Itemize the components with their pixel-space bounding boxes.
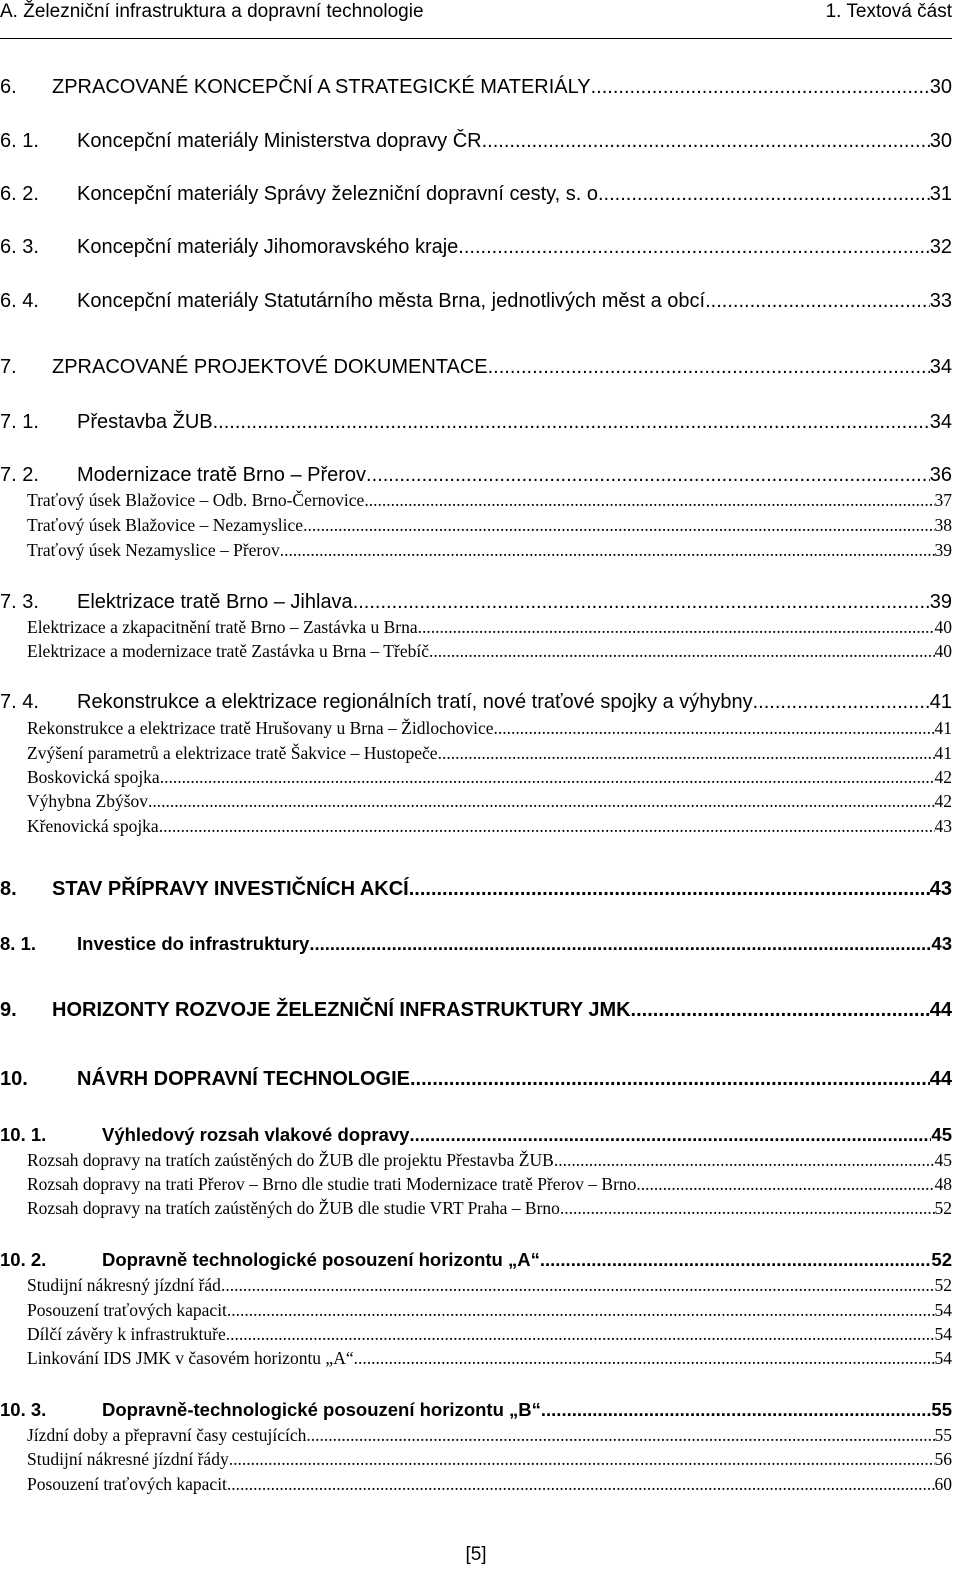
toc-page-number: 40 xyxy=(934,617,952,637)
toc-title: Elektrizace tratě Brno – Jihlava xyxy=(77,591,353,613)
header-document-title: A. Železniční infrastruktura a dopravní technologie xyxy=(0,1,424,22)
page-number-footer: [5] xyxy=(465,1544,487,1565)
toc-title: ZPRACOVANÉ PROJEKTOVÉ DOKUMENTACE xyxy=(52,356,488,378)
toc-page-number: 39 xyxy=(934,540,952,560)
toc-leader xyxy=(221,1275,935,1296)
toc-title: Posouzení traťových kapacit xyxy=(27,1474,227,1494)
toc-entry-section[interactable] xyxy=(0,933,952,955)
toc-entry-section[interactable] xyxy=(0,1399,952,1421)
toc-title: Jízdní doby a přepravní časy cestujících xyxy=(27,1425,307,1445)
toc-page-number: 44 xyxy=(929,1068,952,1090)
toc-entry-section[interactable] xyxy=(0,130,952,153)
toc-number: 6. 4. xyxy=(0,290,39,312)
toc-number: 6. 1. xyxy=(0,130,39,152)
toc-title: Dopravně technologické posouzení horizontu „A“ xyxy=(102,1249,540,1270)
toc-entry-subsection[interactable] xyxy=(0,767,952,788)
toc-number: 7. 2. xyxy=(0,464,39,486)
toc-leader xyxy=(410,1068,930,1091)
toc-page-number: 52 xyxy=(931,1249,952,1270)
toc-entry-chapter[interactable] xyxy=(0,999,952,1022)
toc-entry-subsection[interactable] xyxy=(0,515,952,536)
toc-title: Studijní nákresný jízdní řád xyxy=(27,1275,221,1295)
toc-title: STAV PŘÍPRAVY INVESTIČNÍCH AKCÍ xyxy=(52,878,409,900)
toc-title: Dopravně-technologické posouzení horizontu „B“ xyxy=(102,1399,541,1420)
toc-entry-subsection[interactable] xyxy=(0,743,952,764)
toc-number: 8. 1. xyxy=(0,933,36,954)
toc-title: Elektrizace a modernizace tratě Zastávka u Brna – Třebíč xyxy=(27,641,429,661)
toc-title: ZPRACOVANÉ KONCEPČNÍ A STRATEGICKÉ MATERIÁLY xyxy=(52,76,591,98)
toc-entry-subsection[interactable] xyxy=(0,1300,952,1321)
toc-number: 7. 3. xyxy=(0,591,39,613)
toc-title: Dílčí závěry k infrastruktuře xyxy=(27,1324,226,1344)
toc-page-number: 37 xyxy=(934,490,952,510)
toc-title: Posouzení traťových kapacit xyxy=(27,1300,227,1320)
toc-leader xyxy=(705,290,930,313)
toc-title: Investice do infrastruktury xyxy=(77,933,310,954)
toc-title: Boskovická spojka xyxy=(27,767,160,787)
toc-title: Rozsah dopravy na tratích zaústěných do ŽUB dle projektu Přestavba ŽUB xyxy=(27,1150,554,1170)
toc-title: Křenovická spojka xyxy=(27,816,159,836)
toc-page-number: 54 xyxy=(934,1324,952,1344)
toc-leader xyxy=(354,1348,935,1369)
toc-entry-subsection[interactable] xyxy=(0,1348,952,1369)
toc-page-number: 39 xyxy=(929,591,952,613)
toc-title: Studijní nákresné jízdní řády xyxy=(27,1449,229,1469)
toc-leader xyxy=(280,540,935,561)
toc-number: 7. 4. xyxy=(0,691,39,713)
toc-page-number: 33 xyxy=(929,290,952,312)
toc-leader xyxy=(148,791,934,812)
toc-leader xyxy=(541,1399,932,1421)
toc-entry-section[interactable] xyxy=(0,411,952,434)
toc-title: Traťový úsek Blažovice – Odb. Brno-Černovice xyxy=(27,490,365,510)
toc-entry-subsection[interactable] xyxy=(0,1324,952,1345)
toc-number: 9. xyxy=(0,999,17,1021)
toc-page-number: 30 xyxy=(929,76,952,98)
toc-page-number: 60 xyxy=(934,1474,952,1494)
toc-page-number: 40 xyxy=(934,641,952,661)
toc-title: Přestavba ŽUB xyxy=(77,411,213,433)
toc-entry-subsection[interactable] xyxy=(0,791,952,812)
toc-number: 6. 3. xyxy=(0,236,39,258)
toc-leader xyxy=(482,130,930,153)
toc-title: Výhledový rozsah vlakové dopravy xyxy=(102,1124,410,1145)
toc-page-number: 55 xyxy=(931,1399,952,1420)
toc-title: Elektrizace a zkapacitnění tratě Brno – Zastávka u Brna xyxy=(27,617,418,637)
toc-title: Koncepční materiály Správy železniční dopravní cesty, s. o. xyxy=(77,183,604,205)
toc-leader xyxy=(409,878,930,901)
toc-entry-section[interactable] xyxy=(0,1124,952,1146)
toc-leader xyxy=(159,816,935,837)
toc-page-number: 41 xyxy=(929,691,952,713)
toc-leader xyxy=(226,1324,935,1345)
toc-entry-subsection[interactable] xyxy=(0,540,952,561)
toc-entry-subsection[interactable] xyxy=(0,816,952,837)
toc-page-number: 55 xyxy=(934,1425,952,1445)
toc-entry-subsection[interactable] xyxy=(0,1474,952,1495)
toc-entry-section[interactable] xyxy=(0,691,952,714)
toc-entry-subsection[interactable] xyxy=(0,1425,952,1446)
toc-page-number: 45 xyxy=(934,1150,952,1170)
toc-title: HORIZONTY ROZVOJE ŽELEZNIČNÍ INFRASTRUKTURY JMK xyxy=(52,999,631,1021)
toc-entry-chapter[interactable] xyxy=(0,1068,952,1091)
toc-page-number: 44 xyxy=(929,999,952,1021)
toc-number: 6. 2. xyxy=(0,183,39,205)
toc-entry-section[interactable] xyxy=(0,236,952,259)
toc-leader xyxy=(429,641,935,662)
toc-leader xyxy=(560,1198,935,1219)
toc-page-number: 52 xyxy=(934,1198,952,1218)
toc-page-number: 32 xyxy=(929,236,952,258)
toc-number: 10. xyxy=(0,1068,28,1090)
toc-number: 10. 3. xyxy=(0,1399,47,1420)
toc-leader xyxy=(366,464,930,487)
toc-leader xyxy=(364,490,934,511)
toc-entry-chapter[interactable] xyxy=(0,76,952,99)
toc-leader xyxy=(591,76,930,99)
toc-leader xyxy=(229,1449,935,1470)
toc-title: Výhybna Zbýšov xyxy=(27,791,149,811)
toc-leader xyxy=(303,515,934,536)
toc-title: Koncepční materiály Ministerstva dopravy ČR xyxy=(77,130,482,152)
toc-entry-subsection[interactable] xyxy=(0,1275,952,1296)
toc-entry-section[interactable] xyxy=(0,1249,952,1271)
toc-leader xyxy=(409,1124,931,1146)
toc-page-number: 41 xyxy=(934,718,952,738)
toc-leader xyxy=(309,933,931,955)
toc-number: 8. xyxy=(0,878,17,900)
toc-entry-section[interactable] xyxy=(0,591,952,614)
toc-leader xyxy=(540,1249,932,1271)
toc-number: 7. xyxy=(0,356,17,378)
toc-page-number: 52 xyxy=(934,1275,952,1295)
toc-page-number: 42 xyxy=(934,791,952,811)
toc-entry-subsection[interactable] xyxy=(0,641,952,662)
toc-title: Rozsah dopravy na tratích zaústěných do ŽUB dle studie VRT Praha – Brno xyxy=(27,1198,560,1218)
toc-leader xyxy=(636,1174,934,1195)
toc-number: 10. 2. xyxy=(0,1249,47,1270)
toc-page-number: 54 xyxy=(934,1300,952,1320)
toc-entry-chapter[interactable] xyxy=(0,878,952,901)
toc-leader xyxy=(488,356,930,379)
toc-page-number: 38 xyxy=(934,515,952,535)
toc-page-number: 48 xyxy=(934,1174,952,1194)
toc-page-number: 34 xyxy=(929,411,952,433)
toc-page-number: 54 xyxy=(934,1348,952,1368)
toc-title: Zvýšení parametrů a elektrizace tratě Šakvice – Hustopeče xyxy=(27,743,438,763)
toc-leader xyxy=(554,1150,935,1171)
toc-title: NÁVRH DOPRAVNÍ TECHNOLOGIE xyxy=(77,1068,410,1090)
toc-page-number: 42 xyxy=(934,767,952,787)
toc-title: Rekonstrukce a elektrizace tratě Hrušovany u Brna – Židlochovice xyxy=(27,718,494,738)
toc-entry-subsection[interactable] xyxy=(0,1449,952,1470)
toc-title: Rozsah dopravy na trati Přerov – Brno dle studie trati Modernizace tratě Přerov – Brno xyxy=(27,1174,637,1194)
toc-page-number: 45 xyxy=(931,1124,952,1145)
toc-entry-subsection[interactable] xyxy=(0,1150,952,1171)
toc-number: 6. xyxy=(0,76,17,98)
toc-entry-subsection[interactable] xyxy=(0,718,952,739)
toc-leader xyxy=(458,236,929,259)
toc-leader xyxy=(353,591,930,614)
toc-leader xyxy=(753,691,930,714)
toc-page-number: 31 xyxy=(929,183,952,205)
toc-leader xyxy=(493,718,934,739)
toc-leader xyxy=(438,743,935,764)
toc-entry-subsection[interactable] xyxy=(0,1198,952,1219)
toc-number: 10. 1. xyxy=(0,1124,47,1145)
toc-page-number: 36 xyxy=(929,464,952,486)
page-header xyxy=(0,0,952,30)
toc-title: Traťový úsek Nezamyslice – Přerov xyxy=(27,540,280,560)
toc-leader xyxy=(631,999,930,1022)
toc-page-number: 34 xyxy=(929,356,952,378)
toc-title: Rekonstrukce a elektrizace regionálních tratí, nové traťové spojky a výhybny xyxy=(77,691,753,713)
toc-entry-section[interactable] xyxy=(0,464,952,487)
toc-title: Traťový úsek Blažovice – Nezamyslice xyxy=(27,515,304,535)
toc-page-number: 43 xyxy=(934,816,952,836)
toc-page-number: 43 xyxy=(931,933,952,954)
toc-title: Koncepční materiály Jihomoravského kraje xyxy=(77,236,459,258)
toc-number: 7. 1. xyxy=(0,411,39,433)
toc-title: Linkování IDS JMK v časovém horizontu „A“ xyxy=(27,1348,354,1368)
toc-page-number: 41 xyxy=(934,743,952,763)
toc-leader xyxy=(160,767,935,788)
header-section-title: 1. Textová část xyxy=(825,1,952,22)
toc-entry-section[interactable] xyxy=(0,290,952,313)
toc-leader xyxy=(227,1300,935,1321)
toc-entry-chapter[interactable] xyxy=(0,356,952,379)
toc-page-number: 56 xyxy=(934,1449,952,1469)
toc-title: Koncepční materiály Statutárního města Brna, jednotlivých měst a obcí xyxy=(77,290,706,312)
header-divider xyxy=(0,38,952,39)
toc-entry-subsection[interactable] xyxy=(0,1174,952,1195)
toc-title: Modernizace tratě Brno – Přerov xyxy=(77,464,367,486)
toc-leader xyxy=(213,411,930,434)
toc-leader xyxy=(227,1474,935,1495)
toc-leader xyxy=(604,183,930,206)
toc-leader xyxy=(418,617,935,638)
toc-page-number: 30 xyxy=(929,130,952,152)
toc-entry-subsection[interactable] xyxy=(0,617,952,638)
toc-entry-subsection[interactable] xyxy=(0,490,952,511)
toc-leader xyxy=(306,1425,934,1446)
toc-entry-section[interactable] xyxy=(0,183,952,206)
toc-page-number: 43 xyxy=(929,878,952,900)
